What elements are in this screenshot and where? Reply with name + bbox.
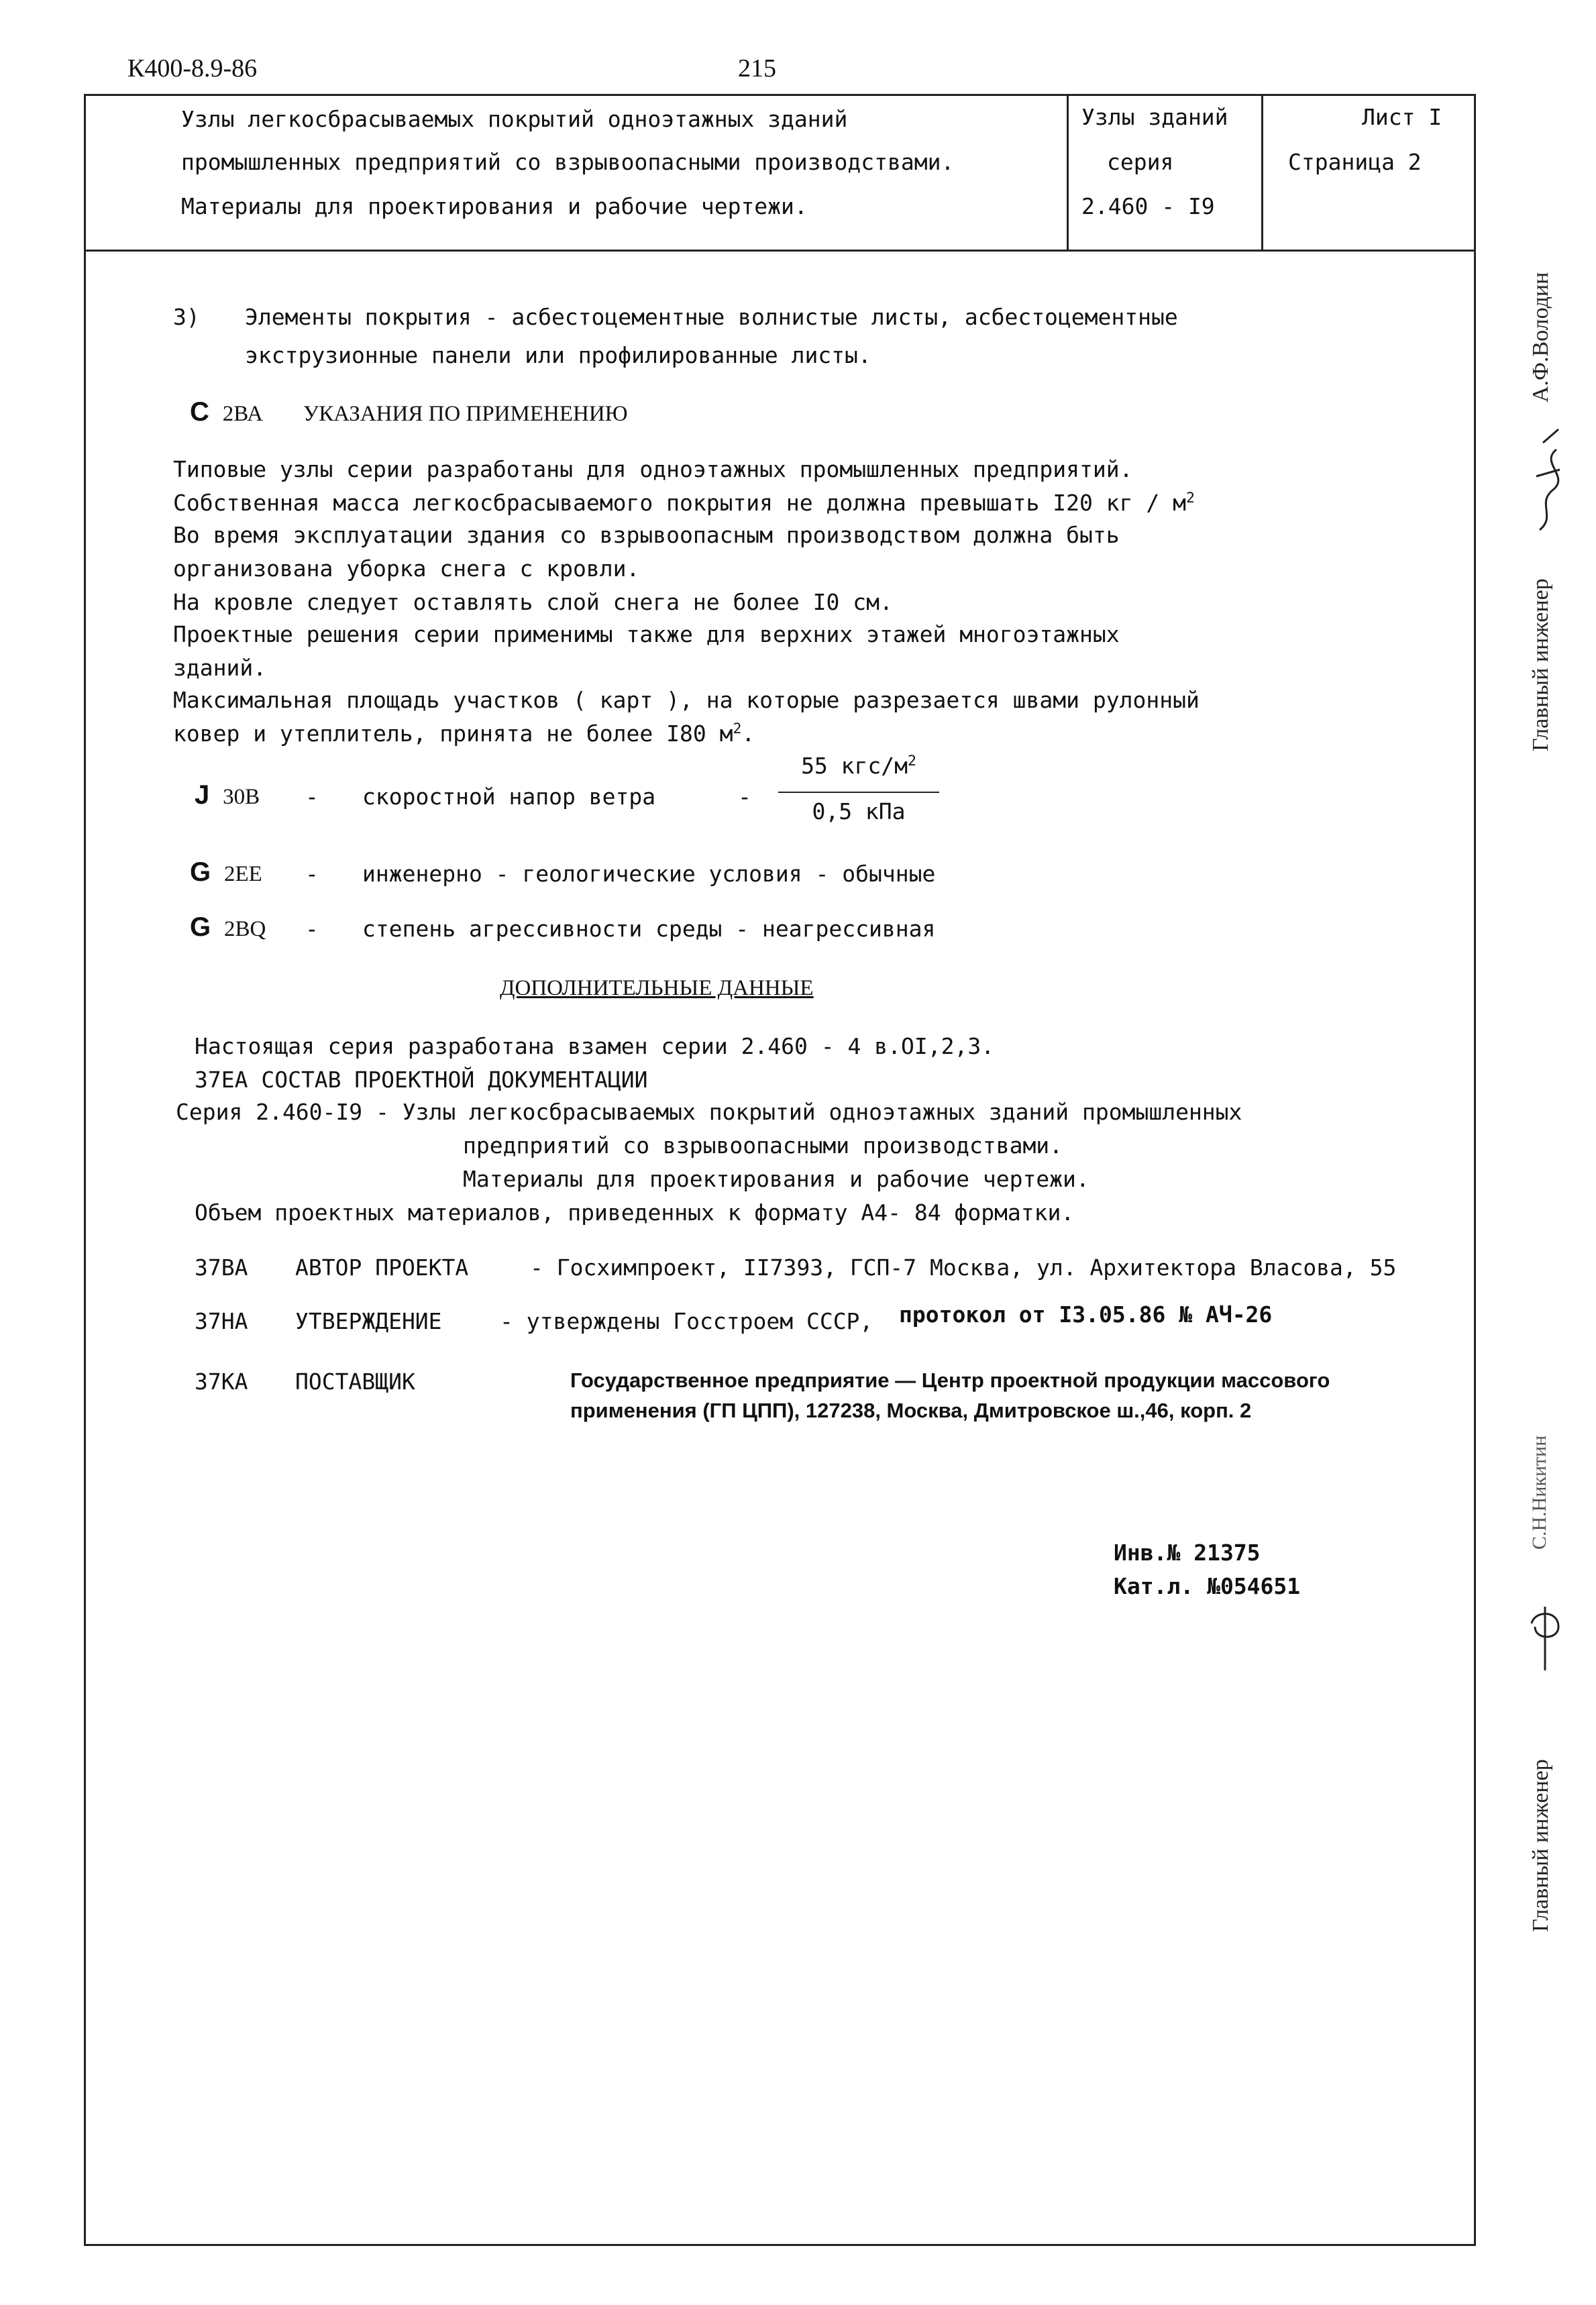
additional-line-5: Материалы для проектирования и рабочие чертежи. (463, 1166, 1089, 1192)
wind-label: скоростной напор ветра (362, 784, 656, 810)
geology-code-letter: G (190, 857, 211, 887)
wind-fraction-bar (778, 792, 939, 793)
approval-protocol: протокол от I3.05.86 № АЧ-26 (899, 1301, 1273, 1328)
inventory-number: Инв.№ 21375 (1114, 1540, 1261, 1566)
aggressiveness-code (190, 912, 266, 943)
approval-label: УТВЕРЖДЕНИЕ (295, 1308, 442, 1334)
aggressiveness-code-letter: G (190, 912, 211, 942)
stamp-title-line-1: Узлы легкосбрасываемых покрытий одноэтажных зданий (181, 106, 848, 132)
section-2-title: ДОПОЛНИТЕЛЬНЫЕ ДАННЫЕ (500, 976, 814, 1000)
margin-bottom-role: Главный инженер (1528, 1759, 1553, 1932)
wind-dash-2: - (738, 784, 751, 810)
paragraph-9 (173, 720, 755, 747)
section-1-title: УКАЗАНИЯ ПО ПРИМЕНЕНИЮ (303, 402, 628, 426)
paragraph-5: На кровле следует оставлять слой снега не более I0 см. (173, 589, 893, 615)
stamp-series-line-1: Узлы зданий (1081, 104, 1228, 130)
additional-line-4: предприятий со взрывоопасными производствами. (463, 1132, 1063, 1159)
margin-top-name: А.Ф.Володин (1528, 272, 1553, 403)
wind-numerator-text: 55 кгс/м (801, 753, 908, 779)
additional-line-1: Настоящая серия разработана взамен серии 2.460 - 4 в.ОI,2,3. (195, 1033, 995, 1059)
paragraph-2 (173, 490, 1195, 516)
aggressiveness-code-number: 2ВQ (224, 917, 266, 941)
paragraph-9-end: . (741, 720, 755, 747)
additional-line-3: Серия 2.460-I9 - Узлы легкосбрасываемых покрытий одноэтажных зданий промышленных (176, 1099, 1242, 1125)
stamp-divider-2 (1261, 94, 1263, 250)
stamp-sheet-label: Лист I (1362, 104, 1442, 130)
supplier-line-1: Государственное предприятие — Центр проектной продукции массового (570, 1369, 1330, 1392)
geology-code (190, 857, 262, 888)
stamp-series-line-3: 2.460 - I9 (1081, 193, 1215, 219)
stamp-series-line-2: серия (1107, 149, 1174, 175)
supplier-code: 37КА (195, 1369, 248, 1395)
aggressiveness-dash: - (305, 916, 319, 942)
paragraph-1: Типовые узлы серии разработаны для одноэтажных промышленных предприятий. (173, 456, 1133, 482)
wind-code (195, 780, 260, 810)
additional-line-2: 37ЕА СОСТАВ ПРОЕКТНОЙ ДОКУМЕНТАЦИИ (195, 1067, 648, 1093)
paragraph-7: зданий. (173, 655, 267, 681)
stamp-divider-1 (1067, 94, 1069, 250)
stamp-title-line-2: промышленных предприятий со взрывоопасными производствами. (181, 149, 955, 175)
geology-dash: - (305, 861, 319, 887)
margin-bottom-signature (1522, 1603, 1568, 1677)
margin-top-signature (1533, 423, 1566, 537)
paragraph-4: организована уборка снега с кровли. (173, 555, 640, 582)
paragraph-9-text: ковер и утеплитель, принята не более I80 м (173, 720, 733, 747)
supplier-label: ПОСТАВЩИК (295, 1369, 415, 1395)
section-1-code: 2ВА (222, 402, 264, 426)
approval-text: - утверждены Госстроем СССР, (500, 1308, 873, 1334)
document-code: К400-8.9-86 (127, 54, 258, 83)
author-code: 37ВА (195, 1254, 248, 1281)
wind-code-number: 30В (223, 785, 260, 809)
page-number: 215 (738, 54, 776, 83)
section-1-letter: С (190, 397, 209, 427)
section-1-heading (190, 397, 628, 427)
geology-text: инженерно - геологические условия - обычные (362, 861, 936, 887)
item-3-number: 3) (173, 304, 200, 330)
paragraph-3: Во время эксплуатации здания со взрывоопасным производством должна быть (173, 522, 1120, 548)
paragraph-9-superscript: 2 (733, 720, 742, 737)
paragraph-2-text: Собственная масса легкосбрасываемого покрытия не должна превышать I20 кг / м (173, 490, 1186, 516)
wind-numerator-superscript: 2 (908, 753, 916, 769)
paragraph-2-superscript: 2 (1185, 490, 1195, 506)
approval-code: 37НА (195, 1308, 248, 1334)
paragraph-6: Проектные решения серии применимы также для верхних этажей многоэтажных (173, 621, 1120, 647)
stamp-bottom-line (84, 250, 1476, 252)
item-3-line-2: экструзионные панели или профилированные листы. (245, 342, 871, 368)
supplier-line-2: применения (ГП ЦПП), 127238, Москва, Дмитровское ш.,46, корп. 2 (570, 1399, 1252, 1422)
geology-code-number: 2ЕЕ (224, 862, 262, 886)
item-3-line-1: Элементы покрытия - асбестоцементные волнистые листы, асбестоцементные (245, 304, 1178, 330)
catalog-number: Кат.л. №054651 (1114, 1573, 1301, 1599)
stamp-page-label: Страница 2 (1288, 149, 1422, 175)
margin-top-role: Главный инженер (1528, 578, 1553, 751)
wind-denominator: 0,5 кПа (812, 798, 906, 824)
author-text: - Госхимпроект, II7393, ГСП-7 Москва, ул. Архитектора Власова, 55 (530, 1254, 1397, 1281)
wind-dash: - (305, 784, 319, 810)
aggressiveness-text: степень агрессивности среды - неагрессивная (362, 916, 936, 942)
wind-numerator (778, 753, 939, 779)
wind-code-letter: J (195, 780, 210, 810)
stamp-title-line-3: Материалы для проектирования и рабочие чертежи. (181, 193, 808, 219)
additional-line-6: Объем проектных материалов, приведенных к формату А4- 84 форматки. (195, 1199, 1075, 1226)
margin-mid-name: С.Н.Никитин (1528, 1435, 1550, 1550)
author-label: АВТОР ПРОЕКТА (295, 1254, 469, 1281)
paragraph-8: Максимальная площадь участков ( карт ), на которые разрезается швами рулонный (173, 687, 1200, 713)
